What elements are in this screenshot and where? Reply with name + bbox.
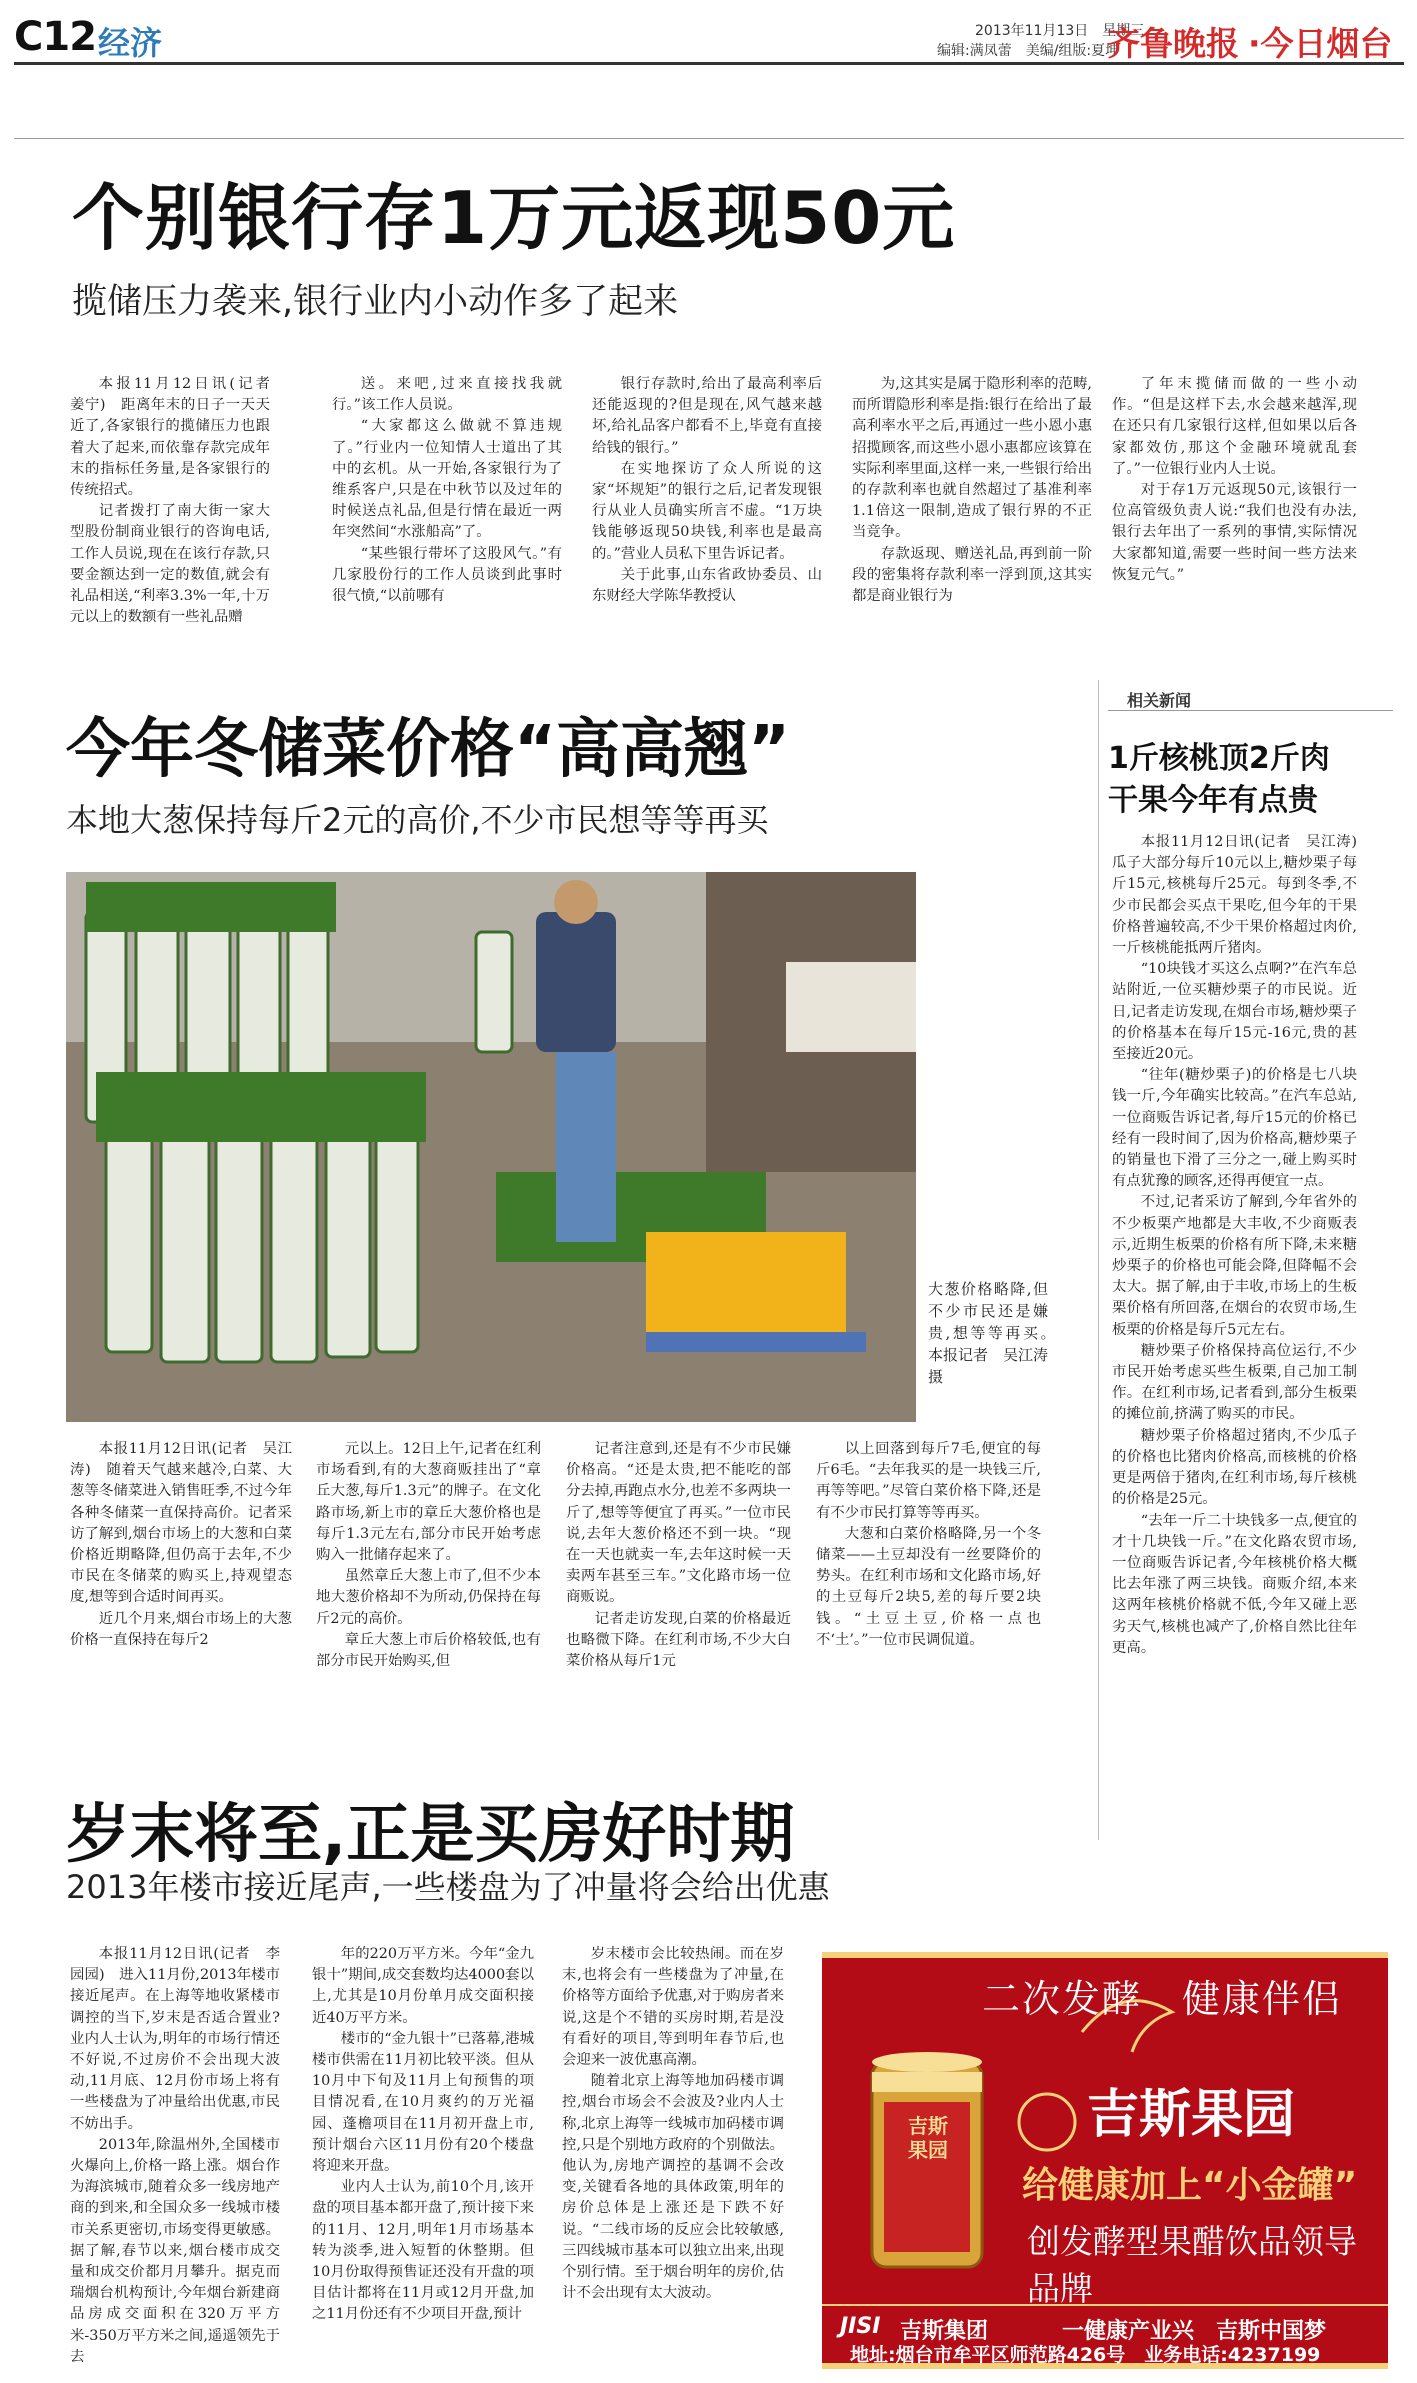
paragraph: 了年末揽储而做的一些小动作。“但是这样下去,水会越来越浑,现在还只有几家银行这样,但如果以后各家都效仿,那这个金融环境就乱套了。”一位银行业内人士说。 xyxy=(1112,376,1357,477)
article-column xyxy=(70,1944,280,2369)
paragraph: 本报11月12日讯(记者 吴江涛) 随着天气越来越冷,白菜、大葱等冬储菜进入销售旺季,不过今年各种冬储菜一直保持高价。记者采访了解到,烟台市场上的大葱和白菜价格近期略降,但仍高于去年,不少市民在冬储菜的购买上,持观望态度,想等到合适时间再买。 xyxy=(70,1441,292,1606)
newspaper-brand: 齐鲁晚报 xyxy=(1107,24,1239,63)
header-divider xyxy=(14,62,1404,65)
paragraph: 糖炒栗子价格超过猪肉,不少瓜子的价格也比猪肉价格高,而核桃的价格更是两倍于猪肉,在红利市场,每斤核桃的价格是25元。 xyxy=(1112,1427,1357,1508)
paragraph: 年的220万平方米。今年“金九银十”期间,成交套数均达4000套以上,尤其是10月份单月成交面积接近40万平方米。 xyxy=(312,1946,534,2026)
paragraph: 关于此事,山东省政协委员、山东财经大学陈华教授认 xyxy=(592,566,822,605)
article-headline: 个别银行存1万元返现50元 xyxy=(72,176,956,260)
section-label: 经济 xyxy=(98,24,163,62)
paragraph: 近几个月来,烟台市场上的大葱价格一直保持在每斤2 xyxy=(70,1610,292,1648)
article-headline: 今年冬储菜价格“高高翘” xyxy=(66,713,791,787)
editors-credit: 编辑:满凤蕾 美编/组版:夏坤 xyxy=(937,43,1120,59)
article-column xyxy=(70,1439,292,1729)
article-subheadline: 本地大葱保持每斤2元的高价,不少市民想等等再买 xyxy=(66,801,769,839)
scallion-photo-illustration xyxy=(66,872,916,1422)
paragraph: 为,这其实是属于隐形利率的范畴,而所谓隐形利率是指:银行在给出了最高利率水平之后,再通过一些小恩小惠招揽顾客,而这些小恩小惠都应该算在实际利率里面,这样一来,一些银行给出的存款利率也就自然超过了基准利率1.1倍这一限制,造成了银行界的不正当竞争。 xyxy=(852,376,1092,541)
ad-motto: 一健康产业兴 吉斯中国梦 xyxy=(1062,2319,1327,2344)
related-headline-line1: 1斤核桃顶2斤肉 xyxy=(1108,741,1330,776)
paragraph: 记者拨打了南大街一家大型股份制商业银行的咨询电话,工作人员说,现在在该行存款,只要金额达到一定的数值,就会有礼品相送,“利率3.3%一年,十万元以上的数额有一些礼品赠 xyxy=(70,503,270,626)
related-headline-line2: 干果今年有点贵 xyxy=(1108,783,1318,818)
paragraph: “去年一斤二十块钱多一点,便宜的才十几块钱一斤。”在文化路农贸市场,一位商贩告诉记者,今年核桃价格大概比去年涨了两三块钱。商贩介绍,本来这两年核桃价格就不低,今年又碰上恶劣天气,核桃也减产了,价格自然比往年更高。 xyxy=(1112,1512,1357,1656)
article-column xyxy=(816,1439,1041,1729)
article-subheadline: 揽储压力袭来,银行业内小动作多了起来 xyxy=(72,282,679,322)
paragraph: “10块钱才买这么点啊?”在汽车总站附近,一位买糖炒栗子的市民说。近日,记者走访发现,在烟台市场,糖炒栗子的价格基本在每斤15元-16元,贵的甚至接近20元。 xyxy=(1112,961,1357,1063)
ad-sub-tagline: 创发酵型果醋饮品领导品牌 xyxy=(1027,2222,1357,2308)
paragraph: 本报11月12日讯(记者 李园园) 进入11月份,2013年楼市接近尾声。在上海等地收紧楼市调控的当下,岁末是否适合置业?业内人士认为,明年的市场行情还不好说,不过房价不会出现大波动,11月底、12月份市场上将有一些楼盘为了冲量给出优惠,市民不妨出手。 xyxy=(70,1946,280,2132)
paragraph: 记者走访发现,白菜的价格最近也略微下降。在红利市场,不少大白菜价格从每斤1元 xyxy=(566,1610,791,1670)
paragraph: “往年(糖炒栗子)的价格是七八块钱一斤,今年确实比较高。”在汽车总站,一位商贩告诉记者,每斤15元的价格已经有一段时间了,因为价格高,糖炒栗子的销量也下滑了三分之一,碰上购买时有点犹豫的顾客,还得再便宜一点。 xyxy=(1112,1067,1357,1190)
paragraph: 本报11月12日讯(记者 吴江涛) 瓜子大部分每斤10元以上,糖炒栗子每斤15元,核桃每斤25元。每到冬季,不少市民都会买点干果吃,但今年的干果价格普遍较高,不少干果价格超过肉价,一斤核桃能抵两斤猪肉。 xyxy=(1112,834,1372,957)
photo-caption: 大葱价格略降,但不少市民还是嫌贵,想等等再买。 本报记者 吴江涛 摄 xyxy=(928,1280,1064,1386)
paragraph: 2013年,除温州外,全国楼市火爆向上,价格一路上涨。烟台作为海滨城市,随着众多一线房地产商的到来,和全国众多一线城市楼市关系更密切,市场变得更敏感。据了解,春节以来,烟台楼市成交量和成交价都月月攀升。据克而瑞烟台机构预计,今年烟台新建商品房成交面积在320万平方米-350万平方米之间,遥遥领先于去 xyxy=(70,2136,280,2365)
paragraph: 楼市的“金九银十”已落幕,港城楼市供需在11月初比较平淡。但从10月中下旬及11月上旬预售的项目情况看,在10月爽约的万光福园、蓬檐项目在11月初开盘上市,预计烟台六区11月份有20个楼盘将迎来开盘。 xyxy=(312,2030,534,2175)
article-column xyxy=(566,1439,791,1729)
paragraph: 岁末楼市会比较热闹。而在岁末,也将会有一些楼盘为了冲量,在价格等方面给予优惠,对于购房者来说,这是个不错的买房时期,若是没有看好的项目,等到明年春节后,也会迎来一波优惠高潮。 xyxy=(562,1946,784,2069)
article-column xyxy=(332,374,562,636)
issue-date: 2013年11月13日 星期三 xyxy=(975,23,1145,39)
article-column xyxy=(312,1944,534,2369)
paragraph: 随着北京上海等地加码楼市调控,烟台市场会不会波及?业内人士称,北京上海等一线城市加码楼市调控,只是个别地方政府的个别做法。他认为,房地产调控的基调不会改变,关键看各地的具体政策,明年的房价总体是上涨还是下跌不好说。“二线市场的反应会比较敏感,三四线城市基本可以独立出来,出现个别行情。至于烟台明年的房价,估计不会出现有太大波动。 xyxy=(562,2073,784,2302)
article-column xyxy=(70,374,285,636)
article-column xyxy=(316,1439,541,1729)
related-news-title: 相关新闻 xyxy=(1127,691,1192,710)
article-subheadline: 2013年楼市接近尾声,一些楼盘为了冲量将会给出优惠 xyxy=(66,1868,830,1906)
ad-tagline: 给健康加上“小金罐” xyxy=(1022,2165,1358,2206)
paragraph: 对于存1万元返现50元,该银行一位高管级负责人说:“我们也没有办法,银行去年出了一系列的事情,实际情况大家都知道,需要一些时间一些方法来恢复元气。” xyxy=(1112,482,1357,583)
can-label: 吉斯果园 xyxy=(908,2114,948,2162)
article-column xyxy=(852,374,1092,636)
article-column xyxy=(1112,374,1357,636)
paragraph: 在实地探访了众人所说的这家“坏规矩”的银行之后,记者发现银行从业人员确实所言不虚。“1万块钱能够返现50块钱,利率也是最高的。”营业人员私下里告诉记者。 xyxy=(592,460,822,562)
article-column xyxy=(592,374,822,636)
ad-slogan: 二次发酵 健康伴侣 xyxy=(982,1977,1343,2021)
paragraph: 以上回落到每斤7毛,便宜的每斤6毛。“去年我买的是一块钱三斤,再等等吧。”尽管白菜价格下降,还是有不少市民打算等等再买。 xyxy=(816,1441,1041,1521)
paragraph: 存款返现、赠送礼品,再到前一阶段的密集将存款利率一浮到顶,这其实都是商业银行为 xyxy=(852,545,1092,605)
ad-group: 吉斯集团 xyxy=(900,2319,989,2344)
article-column xyxy=(562,1944,784,2369)
header-divider-thin xyxy=(14,138,1404,139)
ad-address: 地址:烟台市牟平区师范路426号 业务电话:4237199 xyxy=(850,2344,1321,2366)
newspaper-edition: ·今日烟台 xyxy=(1248,24,1393,63)
paragraph: 送。来吧,过来直接找我就行。”该工作人员说。 xyxy=(332,376,562,414)
paragraph: “大家都这么做就不算违规了。”行业内一位知情人士道出了其中的玄机。从一开始,各家银行为了维系客户,只是在中秋节以及过年的时候送点礼品,但是行情在最近一两年突然间“水涨船高”了。 xyxy=(332,418,562,541)
page-number: C12 xyxy=(14,14,97,60)
related-article-column xyxy=(1112,832,1372,1842)
advertisement-jisi[interactable] xyxy=(822,1952,1388,2369)
paragraph: 本报11月12日讯(记者 姜宁) 距离年末的日子一天天近了,各家银行的揽储压力也跟着大了起来,而依靠存款完成年末的指标任务量,是各家银行的传统招式。 xyxy=(70,376,285,499)
paragraph: 元以上。12日上午,记者在红利市场看到,有的大葱商贩挂出了“章丘大葱,每斤1.3元”的牌子。在文化路市场,新上市的章丘大葱价格也是每斤1.3元左右,部分市民开始考虑购入一批储存起来了。 xyxy=(316,1441,541,1564)
paragraph: 糖炒栗子价格保持高位运行,不少市民开始考虑买些生板栗,自己加工制作。在红利市场,记者看到,部分生板栗的摊位前,挤满了购买的市民。 xyxy=(1112,1342,1357,1423)
photo-scallion-market xyxy=(66,872,916,1422)
paragraph: 记者注意到,还是有不少市民嫌价格高。“还是太贵,把不能吃的部分去掉,再跑点水分,也差不多两块一斤了,想等等便宜了再买。”一位市民说,去年大葱价格还不到一块。“现在一天也就卖一车,去年这时候一天卖两车甚至三车。”文化路市场一位商贩说。 xyxy=(566,1441,792,1606)
ad-brand: 吉斯果园 xyxy=(1087,2084,1296,2145)
paragraph: 虽然章丘大葱上市了,但不少本地大葱价格却不为所动,仍保持在每斤2元的高价。 xyxy=(316,1568,541,1627)
ad-logo: JISI xyxy=(840,2314,881,2339)
article-headline: 岁末将至,正是买房好时期 xyxy=(66,1798,795,1872)
column-divider xyxy=(1098,680,1099,1840)
paragraph: 大葱和白菜价格略降,另一个冬储菜——土豆却没有一丝要降价的势头。在红利市场和文化路市场,好的土豆每斤2块5,差的每斤要2块钱。“土豆土豆,价格一点也不‘土’。”一位市民调侃道。 xyxy=(816,1525,1041,1648)
paragraph: 业内人士认为,前10个月,该开盘的项目基本都开盘了,预计接下来的11月、12月,明年1月市场基本转为淡季,进入短暂的休整期。但10月份取得预售证还没有开盘的项目估计都将在11月或12月开盘,加之11月份还有不少项目开盘,预计 xyxy=(312,2179,534,2323)
paragraph: 银行存款时,给出了最高利率后还能返现的?但是现在,风气越来越坏,给礼品客户都看不上,毕竟有直接给钱的银行。” xyxy=(592,376,822,456)
paragraph: “某些银行带坏了这股风气。”有几家股份行的工作人员谈到此事时很气愤,“以前哪有 xyxy=(332,545,562,605)
paragraph: 不过,记者采访了解到,今年省外的不少板栗产地都是大丰收,不少商贩表示,近期生板栗的价格有所下降,未来糖炒栗子的价格也可能会降,但降幅不会太大。据了解,由于丰收,市场上的生板栗价格有所回落,在烟台的农贸市场,生板栗的价格是每斤5元左右。 xyxy=(1112,1194,1357,1338)
paragraph: 章丘大葱上市后价格较低,也有部分市民开始购买,但 xyxy=(316,1631,541,1670)
